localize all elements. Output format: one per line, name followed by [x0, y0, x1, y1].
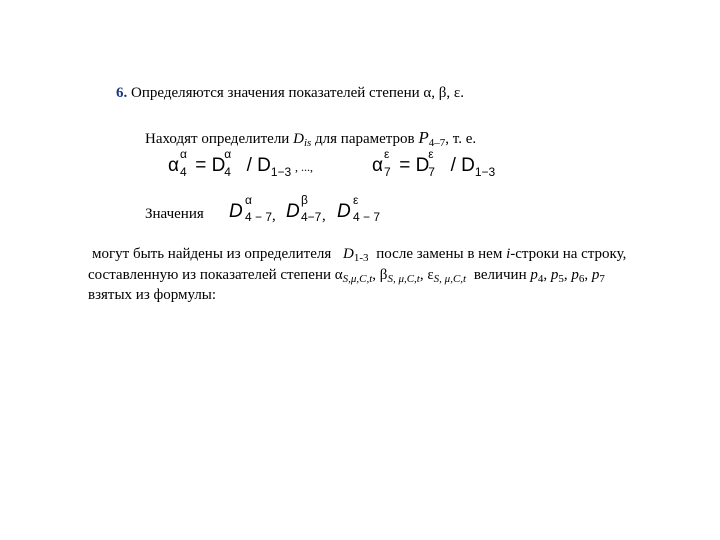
line2-text-b: для параметров [315, 131, 415, 147]
values-d3-sup: ε [353, 193, 359, 207]
para-l2-alpha-sub: S,μ,C,t [342, 273, 373, 285]
values-label: Значения [145, 206, 204, 222]
line2-text-a: Находят определители [145, 131, 290, 147]
formula-left [168, 147, 292, 179]
values-d1-sup: α [245, 193, 252, 207]
values-d2-sup: β [301, 193, 308, 207]
formula-right-alpha-sub: 7 [384, 165, 391, 179]
para-l2-epsilon: ε [427, 267, 434, 283]
heading-text: Определяются значения показателей степени [131, 85, 420, 101]
formula-right-d-sub: 7 [428, 165, 435, 179]
values-comma-1: , [272, 208, 276, 224]
formula-right-eq-base: = D [399, 155, 430, 176]
para-l2-a: составленную из показателей степени [88, 267, 332, 283]
formula-right-eq [399, 147, 439, 179]
para-p5: p [550, 267, 559, 283]
values-d1-sub: 4 − 7 [245, 210, 273, 224]
heading-symbols: α, β, ε. [423, 85, 464, 101]
para-l1-i: i [506, 246, 511, 262]
values-d3 [337, 193, 387, 227]
var-d-sub: is [303, 137, 312, 149]
param-p-sub: 4–7 [428, 137, 446, 149]
determinants-line [145, 128, 476, 149]
values-d2 [286, 193, 326, 227]
formula-left-alpha-sup: α [180, 147, 187, 161]
var-d: D [293, 131, 304, 147]
values-d2-base: D [286, 201, 300, 222]
formula-right-div [451, 155, 496, 179]
formula-left-div-sub: 1−3 [270, 165, 292, 179]
formula-right [372, 147, 496, 179]
para-l2-b: величин [473, 267, 527, 283]
para-p6-sub: 6 [578, 273, 585, 285]
line2-text-c: , т. е. [445, 131, 477, 147]
values-d1-base: D [229, 201, 243, 222]
formula-right-alpha [372, 147, 394, 179]
formula-right-div-base: / D [450, 155, 475, 176]
para-p7: p [591, 267, 600, 283]
formula-right-d-sup: ε [428, 147, 434, 161]
para-l1-a: могут быть найдены из определителя [92, 246, 332, 262]
para-l1-d: D [343, 246, 354, 262]
para-l2-beta-sub: S, μ,C,t [387, 273, 420, 285]
para-l1-d-sub: 1-3 [353, 252, 369, 264]
para-p5-sub: 5 [558, 273, 564, 285]
formula-left-eq [195, 147, 235, 179]
formula-left-d-sub: 4 [224, 165, 231, 179]
formula-left-div [247, 155, 292, 179]
values-d3-sub: 4 − 7 [353, 210, 381, 224]
formula-left-div-base: / D [246, 155, 271, 176]
values-comma-2: , [322, 208, 326, 224]
formula-left-alpha-sub: 4 [180, 165, 187, 179]
formula-right-alpha-base: α [372, 155, 383, 176]
para-l2-epsilon-sub: S, μ,C,t [433, 273, 467, 285]
values-d3-base: D [337, 201, 351, 222]
para-p6: p [571, 267, 579, 283]
heading-number: 6. [116, 85, 128, 101]
para-p4: p [530, 267, 538, 283]
para-l1-b: после замены в нем [376, 246, 503, 262]
para-l2-beta: β [379, 267, 388, 283]
para-line-3: взятых из формулы: [88, 287, 217, 303]
formula-left-eq-base: = D [195, 155, 226, 176]
para-l2-alpha: α [334, 267, 343, 283]
formula-left-alpha-base: α [168, 155, 179, 176]
values-d2-sub: 4−7 [301, 210, 322, 224]
formula-left-alpha [168, 147, 190, 179]
formula-right-div-sub: 1−3 [474, 165, 496, 179]
para-l1-c: -строки на строку, [510, 246, 627, 262]
para-p4-sub: 4 [537, 273, 544, 285]
formula-separator: , ..., [295, 160, 313, 174]
formula-right-alpha-sup: ε [384, 147, 390, 161]
para-line-2: составленную из показателей степени $\alpha_{S,\mu,C,t}$, $\beta_{S, \mu,C,t}$, $\varepsilon_{S, \mu,C,t}$ величин $p_4$, $p_5$, $p_6$, $p_7$ [88, 267, 605, 285]
para-line-1 [92, 246, 626, 264]
formula-left-d-sup: α [224, 147, 232, 161]
heading [116, 85, 464, 102]
para-p7-sub: 7 [599, 273, 605, 285]
param-p: P [418, 128, 429, 147]
